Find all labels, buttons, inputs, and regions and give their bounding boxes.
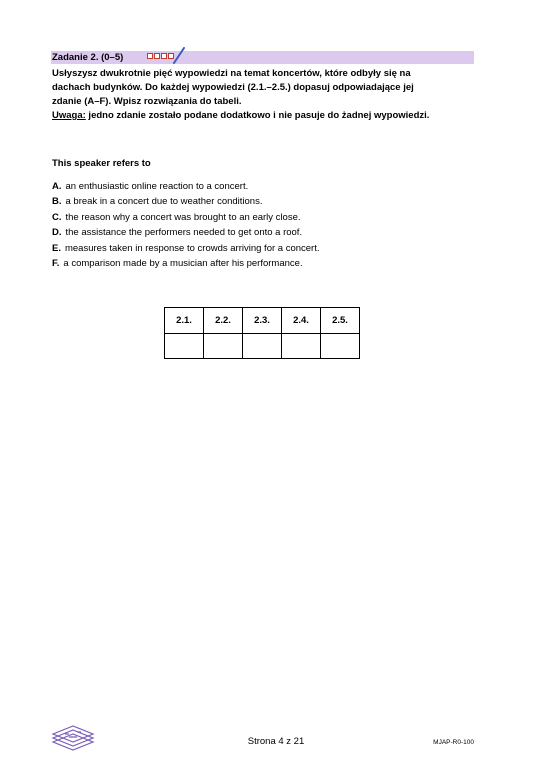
- task-instructions: [52, 67, 482, 123]
- answer-table: [164, 307, 360, 359]
- answer-table-input-row: [165, 334, 360, 359]
- option-letter: C.: [52, 211, 62, 223]
- option-text: the assistance the performers needed to get onto a roof.: [65, 227, 303, 239]
- option-letter: D.: [52, 227, 62, 239]
- option-letter: B.: [52, 196, 62, 208]
- option-item: [52, 225, 320, 240]
- option-letter: F.: [52, 258, 60, 270]
- answer-header-cell: 2.5.: [321, 308, 360, 334]
- page-number: Strona 4 z 21: [247, 736, 305, 747]
- option-text: a break in a concert due to weather conditions.: [65, 196, 263, 208]
- skill-icons: [147, 53, 174, 59]
- option-letter: E.: [52, 242, 61, 254]
- answer-cell[interactable]: [282, 334, 321, 359]
- skill-box-icon: [161, 53, 167, 59]
- pencil-icon: [172, 47, 186, 65]
- note-label: Uwaga:: [52, 110, 86, 121]
- task-title: Zadanie 2. (0–5): [52, 52, 124, 63]
- option-item: [52, 241, 320, 256]
- options-list: [52, 179, 320, 271]
- answer-cell[interactable]: [321, 334, 360, 359]
- option-item: [52, 194, 320, 209]
- options-prompt: This speaker refers to: [52, 158, 151, 169]
- instruction-line: zdanie (A–F). Wpisz rozwiązania do tabeli.: [52, 96, 242, 107]
- answer-cell[interactable]: [165, 334, 204, 359]
- answer-header-cell: 2.1.: [165, 308, 204, 334]
- instruction-line: dachach budynków. Do każdej wypowiedzi (2.1.–2.5.) dopasuj odpowiadające jej: [52, 82, 414, 93]
- option-letter: A.: [52, 181, 62, 192]
- answer-table-header-row: [165, 308, 360, 334]
- answer-cell[interactable]: [243, 334, 282, 359]
- skill-box-icon: [154, 53, 160, 59]
- note-text: jedno zdanie zostało podane dodatkowo i nie pasuje do żadnej wypowiedzi.: [85, 110, 430, 121]
- exam-code: MJAP-R0-100: [433, 739, 474, 746]
- option-text: measures taken in response to crowds arriving for a concert.: [64, 242, 320, 254]
- option-item: [52, 210, 320, 225]
- option-text: an enthusiastic online reaction to a concert.: [65, 181, 249, 192]
- note: [52, 109, 482, 123]
- answer-header-cell: 2.4.: [282, 308, 321, 334]
- instruction-line: Usłyszysz dwukrotnie pięć wypowiedzi na temat koncertów, które odbyły się na: [52, 68, 411, 79]
- option-item: [52, 256, 320, 271]
- option-text: a comparison made by a musician after his performance.: [63, 258, 303, 270]
- answer-header-cell: 2.2.: [204, 308, 243, 334]
- answer-cell[interactable]: [204, 334, 243, 359]
- option-item: [52, 179, 320, 194]
- option-text: the reason why a concert was brought to an early close.: [65, 211, 301, 223]
- skill-box-icon: [147, 53, 153, 59]
- answer-header-cell: 2.3.: [243, 308, 282, 334]
